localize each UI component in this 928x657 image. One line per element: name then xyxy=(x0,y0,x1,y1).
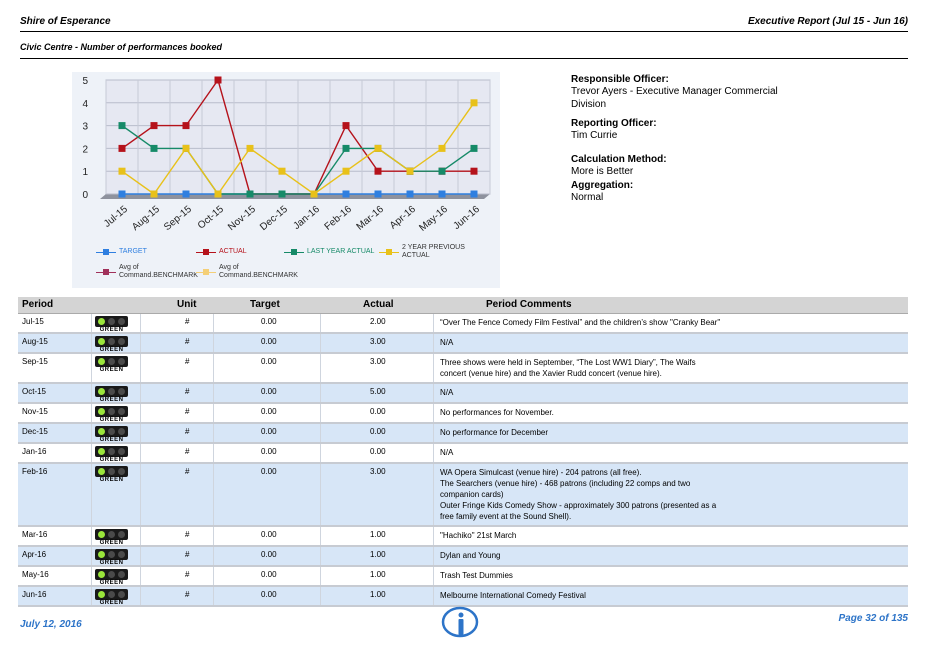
x-tick-label: Dec-15 xyxy=(258,203,290,234)
status-label: GREEN xyxy=(99,437,124,443)
row-comments xyxy=(440,530,740,541)
row-period: Feb-16 xyxy=(22,467,48,476)
legend-two-year: 2 YEAR PREVIOUS ACTUAL xyxy=(379,244,465,260)
x-tick-label: Sep-15 xyxy=(162,203,194,234)
series-point xyxy=(471,168,478,175)
table-row xyxy=(18,464,908,527)
traffic-light-icon xyxy=(95,569,128,586)
status-label: GREEN xyxy=(99,477,124,483)
reporting-officer-value: Tim Currie xyxy=(571,130,618,141)
table-row xyxy=(18,547,908,567)
row-actual: 0.00 xyxy=(370,447,386,456)
calculation-method-value: More is Better xyxy=(571,166,634,177)
col-actual: Actual xyxy=(363,299,394,310)
row-period: Dec-15 xyxy=(22,427,48,436)
row-comments xyxy=(440,387,740,398)
series-point xyxy=(343,122,350,129)
row-target: 0.00 xyxy=(261,467,277,476)
row-comments xyxy=(440,357,740,379)
series-point xyxy=(439,145,446,152)
row-target: 0.00 xyxy=(261,550,277,559)
series-point xyxy=(215,77,222,84)
calculation-method-label: Calculation Method: xyxy=(571,154,667,165)
status-label: GREEN xyxy=(99,347,124,353)
series-point xyxy=(471,99,478,106)
series-point xyxy=(375,191,382,198)
row-target: 0.00 xyxy=(261,530,277,539)
series-point xyxy=(247,145,254,152)
row-period: Mar-16 xyxy=(22,530,48,539)
comment-line: companion cards) xyxy=(440,490,504,499)
status-label: GREEN xyxy=(99,367,124,373)
series-point xyxy=(471,191,478,198)
y-tick-label: 0 xyxy=(82,190,88,201)
responsible-officer-label: Responsible Officer: xyxy=(571,74,669,85)
table-row xyxy=(18,587,908,607)
comment-line: concert (venue hire) and the Xavier Rudd concert (venue hire). xyxy=(440,369,662,378)
row-comments xyxy=(440,407,740,418)
x-tick-label: May-16 xyxy=(417,203,450,234)
row-comments xyxy=(440,337,740,348)
row-target: 0.00 xyxy=(261,337,277,346)
x-tick-label: Aug-15 xyxy=(130,203,162,234)
traffic-light-icon xyxy=(95,466,128,483)
status-label: GREEN xyxy=(99,560,124,566)
comment-line: The Searchers (venue hire) - 468 patrons (including 22 comps and two xyxy=(440,479,691,488)
row-period: Jul-15 xyxy=(22,317,44,326)
row-unit: # xyxy=(185,590,190,599)
row-target: 0.00 xyxy=(261,590,277,599)
row-actual: 0.00 xyxy=(370,407,386,416)
row-unit: # xyxy=(185,407,190,416)
performances-chart xyxy=(72,72,500,288)
x-tick-label: Mar-16 xyxy=(354,203,386,233)
table-row xyxy=(18,314,908,334)
series-point xyxy=(151,145,158,152)
legend-avg-benchmark-1: Avg of Command.BENCHMARK xyxy=(96,264,198,280)
comment-line: WA Opera Simulcast (venue hire) - 204 patrons (all free). xyxy=(440,468,642,477)
traffic-light-icon xyxy=(95,529,128,546)
i-logo-icon xyxy=(440,606,480,643)
subtitle-divider xyxy=(20,58,908,59)
status-label: GREEN xyxy=(99,397,124,403)
series-point xyxy=(439,191,446,198)
row-comments xyxy=(440,570,740,581)
y-tick-label: 1 xyxy=(82,167,88,179)
series-point xyxy=(119,191,126,198)
row-target: 0.00 xyxy=(261,427,277,436)
row-unit: # xyxy=(185,447,190,456)
series-point xyxy=(247,191,254,198)
comment-line: Outer Fringe Kids Comedy Show - approximately 300 patrons (presented as a xyxy=(440,501,717,510)
traffic-light-icon xyxy=(95,336,128,353)
row-actual: 1.00 xyxy=(370,570,386,579)
x-tick-label: Apr-16 xyxy=(387,203,418,232)
series-point xyxy=(183,191,190,198)
row-actual: 1.00 xyxy=(370,530,386,539)
row-period: Aug-15 xyxy=(22,337,48,346)
comment-line: Three shows were held in September, “The Lost WW1 Diary”, The Waifs xyxy=(440,358,696,367)
aggregation-value: Normal xyxy=(571,192,604,203)
report-title: Executive Report (Jul 15 - Jun 16) xyxy=(747,16,908,27)
row-period: May-16 xyxy=(22,570,49,579)
legend-last-year: LAST YEAR ACTUAL xyxy=(284,248,374,256)
kpi-info-panel xyxy=(571,74,811,204)
row-unit: # xyxy=(185,530,190,539)
row-comments xyxy=(440,317,740,328)
y-tick-label: 3 xyxy=(82,121,88,133)
row-actual: 0.00 xyxy=(370,427,386,436)
table-header xyxy=(18,297,908,314)
y-tick-label: 2 xyxy=(82,144,88,156)
row-unit: # xyxy=(185,387,190,396)
table-row xyxy=(18,444,908,464)
row-comments xyxy=(440,447,740,458)
footer-page-number: Page 32 of 135 xyxy=(838,613,908,624)
row-target: 0.00 xyxy=(261,447,277,456)
series-point xyxy=(343,145,350,152)
status-label: GREEN xyxy=(99,580,124,586)
org-name: Shire of Esperance xyxy=(20,16,111,27)
table-row xyxy=(18,334,908,354)
legend-target: TARGET xyxy=(96,248,147,256)
series-point xyxy=(343,191,350,198)
plot-floor xyxy=(100,194,490,199)
comment-line: N/A xyxy=(440,388,454,397)
status-label: GREEN xyxy=(99,417,124,423)
row-period: Sep-15 xyxy=(22,357,48,366)
series-point xyxy=(119,145,126,152)
row-period: Jun-16 xyxy=(22,590,47,599)
row-target: 0.00 xyxy=(261,317,277,326)
series-point xyxy=(183,122,190,129)
col-comments: Period Comments xyxy=(486,299,572,310)
comment-line: Dylan and Young xyxy=(440,551,501,560)
y-tick-label: 5 xyxy=(82,76,88,87)
series-point xyxy=(119,122,126,129)
table-row xyxy=(18,567,908,587)
aggregation-label: Aggregation: xyxy=(571,180,634,191)
traffic-light-icon xyxy=(95,356,128,373)
row-target: 0.00 xyxy=(261,357,277,366)
comment-line: Trash Test Dummies xyxy=(440,571,513,580)
x-tick-label: Feb-16 xyxy=(322,203,354,233)
y-tick-label: 4 xyxy=(82,98,88,110)
row-unit: # xyxy=(185,550,190,559)
row-period: Jan-16 xyxy=(22,447,47,456)
series-point xyxy=(183,145,190,152)
responsible-officer-value: Trevor Ayers - Executive Manager Commercial Division xyxy=(571,86,778,110)
series-point xyxy=(407,191,414,198)
x-tick-label: Nov-15 xyxy=(226,203,258,234)
row-unit: # xyxy=(185,337,190,346)
x-tick-label: Jul-15 xyxy=(101,203,130,230)
row-actual: 3.00 xyxy=(370,467,386,476)
traffic-light-icon xyxy=(95,316,128,333)
row-unit: # xyxy=(185,317,190,326)
row-comments xyxy=(440,590,740,601)
traffic-light-icon xyxy=(95,549,128,566)
row-unit: # xyxy=(185,427,190,436)
row-actual: 2.00 xyxy=(370,317,386,326)
row-unit: # xyxy=(185,570,190,579)
comment-line: No performance for December xyxy=(440,428,549,437)
row-actual: 3.00 xyxy=(370,357,386,366)
table-body xyxy=(18,314,908,607)
footer-date: July 12, 2016 xyxy=(20,619,82,630)
series-point xyxy=(407,168,414,175)
status-label: GREEN xyxy=(99,540,124,546)
traffic-light-icon xyxy=(95,406,128,423)
x-tick-label: Oct-15 xyxy=(195,203,226,232)
comment-line: No performances for November. xyxy=(440,408,554,417)
row-actual: 1.00 xyxy=(370,590,386,599)
series-point xyxy=(439,168,446,175)
reporting-officer-label: Reporting Officer: xyxy=(571,118,657,129)
series-point xyxy=(375,168,382,175)
row-comments xyxy=(440,550,740,561)
status-label: GREEN xyxy=(99,327,124,333)
series-point xyxy=(151,122,158,129)
comment-line: Melbourne International Comedy Festival xyxy=(440,591,586,600)
page-subtitle: Civic Centre - Number of performances booked xyxy=(20,42,223,52)
row-actual: 5.00 xyxy=(370,387,386,396)
series-point xyxy=(279,168,286,175)
x-tick-label: Jun-16 xyxy=(451,203,482,232)
comment-line: “Over The Fence Comedy Film Festival” and the children’s show "Cranky Bear" xyxy=(440,318,721,327)
comment-line: free family event at the Sound Shell). xyxy=(440,512,572,521)
traffic-light-icon xyxy=(95,386,128,403)
comment-line: N/A xyxy=(440,338,454,347)
header-divider xyxy=(20,31,908,32)
row-target: 0.00 xyxy=(261,407,277,416)
row-actual: 3.00 xyxy=(370,337,386,346)
series-point xyxy=(343,168,350,175)
comment-line: "Hachiko" 21st March xyxy=(440,531,517,540)
row-target: 0.00 xyxy=(261,387,277,396)
row-actual: 1.00 xyxy=(370,550,386,559)
table-row xyxy=(18,527,908,547)
row-period: Nov-15 xyxy=(22,407,48,416)
series-point xyxy=(471,145,478,152)
row-period: Oct-15 xyxy=(22,387,47,396)
col-period: Period xyxy=(22,299,54,310)
col-target: Target xyxy=(250,299,280,310)
table-row xyxy=(18,384,908,404)
row-period: Apr-16 xyxy=(22,550,47,559)
row-comments xyxy=(440,427,740,438)
row-comments xyxy=(440,467,740,522)
x-tick-label: Jan-16 xyxy=(291,203,322,232)
col-unit: Unit xyxy=(177,299,197,310)
series-point xyxy=(151,191,158,198)
period-table xyxy=(18,297,908,607)
series-point xyxy=(119,168,126,175)
table-row xyxy=(18,404,908,424)
traffic-light-icon xyxy=(95,589,128,606)
table-row xyxy=(18,424,908,444)
series-point xyxy=(311,191,318,198)
status-label: GREEN xyxy=(99,600,124,606)
series-point xyxy=(279,191,286,198)
row-unit: # xyxy=(185,467,190,476)
series-point xyxy=(375,145,382,152)
traffic-light-icon xyxy=(95,446,128,463)
table-row xyxy=(18,354,908,384)
status-label: GREEN xyxy=(99,457,124,463)
legend-avg-benchmark-2: Avg of Command.BENCHMARK xyxy=(196,264,298,280)
traffic-light-icon xyxy=(95,426,128,443)
row-target: 0.00 xyxy=(261,570,277,579)
comment-line: N/A xyxy=(440,448,454,457)
legend-actual: ACTUAL xyxy=(196,248,247,256)
series-point xyxy=(215,191,222,198)
row-unit: # xyxy=(185,357,190,366)
